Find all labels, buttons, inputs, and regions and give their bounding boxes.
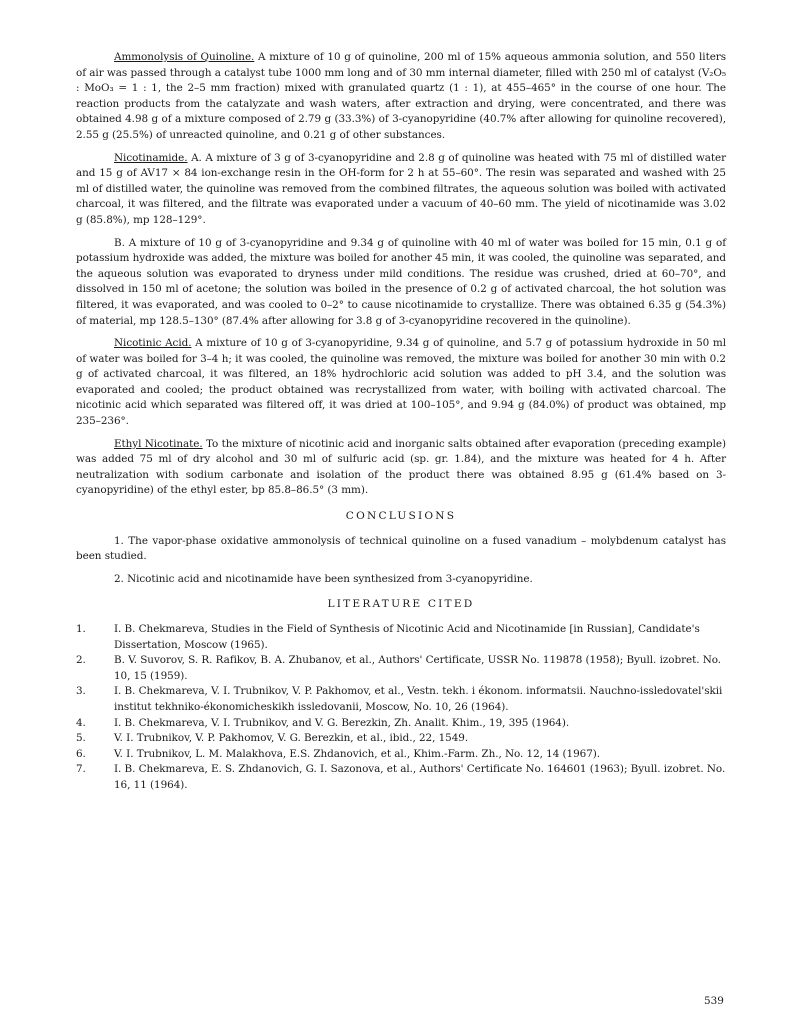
conclusions-heading: CONCLUSIONS [345, 510, 457, 523]
literature-heading: LITERATURE CITED [327, 598, 475, 611]
reference-text: I. B. Chekmareva, E. S. Zhdanovich, G. I. Sazonova, et al., Authors' Certificate No. 164601 (1963); Byull. izobret. No. 16, 11 (1964). [114, 763, 726, 791]
paragraph-nicotinic-acid [76, 336, 726, 430]
conclusion-item: 2. Nicotinic acid and nicotinamide have been synthesized from 3-cyanopyridine. [114, 572, 533, 585]
paragraph-text: A mixture of 10 g of quinoline, 200 ml of 15% aqueous ammonia solution, and 550 liters of air was passed through a catalyst tube 1000 mm long and of 30 mm internal diameter, filled with 250 ml of catalyst (V₂O₅ : MoO₃ = 1 : 1, the 2–5 mm fraction) mixed with granulated quartz (1 : 1), at 455–465° in the course of one hour. The reaction products from the catalyzate and wash waters, after extraction and drying, were concentrated, and there was obtained 4.98 g of a mixture composed of 2.79 g (33.3%) of 3-cyanopyridine (40.7% after allowing for quinoline recovered), 2.55 g (25.5%) of unreacted quinoline, and 0.21 g of other substances. [76, 51, 726, 141]
paragraph-ethyl-nicotinate [76, 437, 726, 499]
reference-item [76, 653, 726, 684]
reference-text: I. B. Chekmareva, Studies in the Field of Synthesis of Nicotinic Acid and Nicotinamide [in Russian], Candidate's Dissertation, Moscow (1965). [114, 623, 700, 651]
section-title-ethyl-nicotinate: Ethyl Nicotinate. [114, 437, 203, 450]
paragraph-text: To the mixture of nicotinic acid and inorganic salts obtained after evaporation (preceding example) was added 75 ml of dry alcohol and 30 ml of sulfuric acid (sp. gr. 1.84), and the mixture was heated for 4 h. After neutralization with sodium carbonate and isolation of the product there was obtained 8.95 g (61.4% based on 3-cyanopyridine) of the ethyl ester, bp 85.8–86.5° (3 mm). [76, 437, 727, 497]
reference-list [76, 622, 726, 794]
reference-number: 1. [76, 623, 86, 635]
page-content [76, 50, 726, 794]
reference-text: B. V. Suvorov, S. R. Rafikov, B. A. Zhubanov, et al., Authors' Certificate, USSR No. 119878 (1958); Byull. izobret. No. 10, 15 (1959). [114, 654, 722, 682]
paragraph-nicotinamide-a [76, 151, 726, 229]
reference-text: V. I. Trubnikov, V. P. Pakhomov, V. G. Berezkin, et al., ibid., 22, 1549. [114, 732, 469, 745]
paragraph-ammonolysis [76, 50, 726, 144]
section-title-ammonolysis: Ammonolysis of Quinoline. [114, 51, 255, 63]
reference-item [76, 762, 726, 793]
reference-item [76, 622, 726, 653]
reference-number: 4. [76, 716, 86, 729]
reference-text: I. B. Chekmareva, V. I. Trubnikov, and V. G. Berezkin, Zh. Analit. Khim., 19, 395 (1964). [114, 716, 570, 729]
reference-number: 7. [76, 763, 86, 776]
paragraph-text: A. A mixture of 3 g of 3-cyanopyridine and 2.8 g of quinoline was heated with 75 ml of distilled water and 15 g of AV17 × 84 ion-exchange resin in the OH-form for 2 h at 55–60°. The resin was separated and washed with 25 ml of distilled water, the quinoline was removed from the combined filtrates, the aqueous solution was boiled with activated charcoal, it was filtered, and the filtrate was evaporated under a vacuum of 40–60 mm. The yield of nicotinamide was 3.02 g (85.8%), mp 128–129°. [76, 151, 726, 226]
section-title-nicotinic-acid: Nicotinic Acid. [114, 337, 192, 350]
paragraph-text: B. A mixture of 10 g of 3-cyanopyridine and 9.34 g of quinoline with 40 ml of water was boiled for 15 min, 0.1 g of potassium hydroxide was added, the mixture was boiled for another 45 min, it was cooled, the quinoline was separated, and the aqueous solution was evaporated to dryness under mild conditions. The residue was crushed, dried at 60–70°, and dissolved in 150 ml of acetone; the solution was boiled in the presence of 0.2 g of activated charcoal, the hot solution was filtered, it was evaporated, and was cooled to 0–2° to cause nicotinamide to crystallize. There was obtained 6.35 g (54.3%) of material, mp 128.5–130° (87.4% after allowing for 3.8 g of 3-cyanopyridine recovered in the quinoline). [76, 236, 726, 327]
reference-text: I. B. Chekmareva, V. I. Trubnikov, V. P. Pakhomov, et al., Vestn. tekh. i ékonom. informatsii. Nauchno-issledovatel'skii institut tekhniko-ékonomicheskikh issledovanii, Moscow, No. 10, 26 (1964). [114, 685, 723, 713]
reference-item [76, 684, 726, 715]
paragraph-nicotinamide-b [76, 236, 726, 330]
reference-item [76, 731, 726, 747]
reference-number: 5. [76, 732, 86, 745]
reference-text: V. I. Trubnikov, L. M. Malakhova, E.S. Zhdanovich, et al., Khim.-Farm. Zh., No. 12, 14 (1967). [114, 747, 601, 760]
reference-item [76, 747, 726, 763]
reference-number: 6. [76, 747, 86, 760]
conclusion-item: 1. The vapor-phase oxidative ammonolysis of technical quinoline on a fused vanadium – molybdenum catalyst has been studied. [76, 534, 726, 563]
reference-number: 3. [76, 685, 86, 698]
section-title-nicotinamide: Nicotinamide. [114, 151, 188, 164]
reference-item [76, 716, 726, 732]
page-number: 539 [704, 995, 724, 1007]
paragraph-text: A mixture of 10 g of 3-cyanopyridine, 9.34 g of quinoline, and 5.7 g of potassium hydroxide in 50 ml of water was boiled for 3–4 h; it was cooled, the quinoline was removed, the mixture was boiled for another 30 min with 0.2 g of activated charcoal, it was filtered, an 18% hydrochloric acid solution was added to pH 3.4, and the solution was evaporated and cooled; the product obtained was recrystallized from water, with boiling with activated charcoal. The nicotinic acid which separated was filtered off, it was dried at 100–105°, and 9.94 g (84.0%) of product was obtained, mp 235–236°. [76, 337, 726, 428]
reference-number: 2. [76, 654, 86, 667]
